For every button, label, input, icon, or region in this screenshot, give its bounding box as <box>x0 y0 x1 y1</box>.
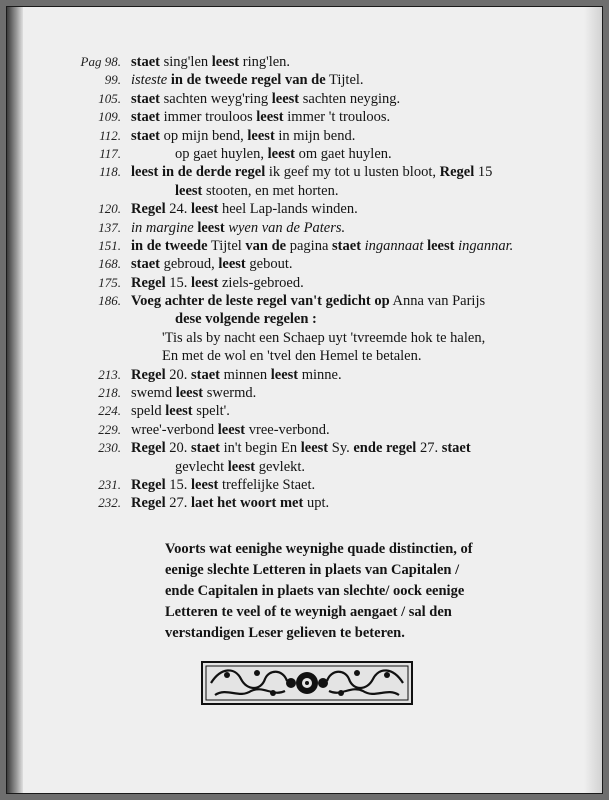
blackletter-phrase: leest <box>256 109 284 126</box>
page-reference: 112. <box>99 127 121 143</box>
roman-phrase: upt. <box>306 495 330 512</box>
page-reference: 231. <box>98 476 121 492</box>
italic-phrase: in margine <box>131 219 194 236</box>
page-reference: 117. <box>99 145 121 161</box>
correction-text <box>131 366 342 384</box>
roman-phrase: Tijtel <box>210 237 242 254</box>
italic-phrase: isteste <box>131 72 168 89</box>
blackletter-phrase: leest <box>247 127 275 144</box>
blackletter-phrase: Regel <box>131 440 166 457</box>
roman-phrase: sachten neyging. <box>302 90 401 107</box>
blackletter-phrase: Regel <box>131 495 166 512</box>
correction-text <box>162 347 422 365</box>
italic-phrase: wyen van de Paters. <box>228 219 346 236</box>
correction-text <box>131 53 290 71</box>
roman-phrase: op mijn bend, <box>163 127 244 144</box>
blackletter-phrase: Regel <box>131 366 166 383</box>
roman-phrase: treffelijke Staet. <box>222 476 316 493</box>
errata-entry <box>7 402 603 420</box>
blackletter-phrase: in de tweede regel van de <box>170 72 326 89</box>
page-reference: 175. <box>98 274 121 290</box>
blackletter-phrase: staet <box>131 90 160 107</box>
correction-text <box>131 402 230 420</box>
blackletter-phrase: leest <box>427 237 455 254</box>
correction-text <box>131 219 345 237</box>
roman-phrase: ik geef my tot u lusten bloot, <box>268 164 436 181</box>
correction-text <box>131 384 256 402</box>
correction-text <box>175 310 317 328</box>
page-reference: 118. <box>99 164 121 180</box>
page-reference: 213. <box>98 366 121 382</box>
blackletter-phrase: van de <box>245 237 287 254</box>
blackletter-phrase: Regel <box>131 274 166 291</box>
page-reference: 168. <box>98 256 121 272</box>
roman-phrase: gevlekt. <box>258 458 306 475</box>
correction-text <box>131 163 492 181</box>
correction-text <box>131 439 471 457</box>
note-line: ende Capitalen in plaets van slechte/ oock eenige <box>165 583 465 599</box>
roman-phrase: speld <box>131 403 162 420</box>
errata-entry <box>7 255 603 273</box>
roman-phrase: in't begin En <box>223 440 298 457</box>
page-reference: 186. <box>98 293 121 309</box>
page-reference: 137. <box>98 219 121 235</box>
blackletter-phrase: staet <box>441 440 471 457</box>
roman-phrase: sachten weyg'ring <box>163 90 269 107</box>
page-reference: 229. <box>98 421 121 437</box>
blackletter-phrase: leest <box>227 458 256 475</box>
blackletter-phrase: leest <box>165 403 193 420</box>
errata-entry <box>7 182 603 200</box>
roman-phrase: heel Lap-lands winden. <box>222 201 358 218</box>
blackletter-phrase: leest <box>197 219 225 236</box>
roman-phrase: sing'len <box>163 54 209 70</box>
book-page <box>6 6 603 794</box>
errata-entry <box>7 200 603 218</box>
blackletter-phrase: leest <box>211 54 240 70</box>
roman-phrase: 20. <box>169 440 188 457</box>
note-line: eenige slechte Letteren in plaets van Capitalen / <box>165 562 460 578</box>
roman-phrase: En met de wol en 'tvel den Hemel te betalen. <box>162 348 422 365</box>
italic-phrase: ingannar. <box>458 237 514 254</box>
roman-phrase: 27. <box>419 440 439 457</box>
roman-phrase: stooten, en met horten. <box>206 182 339 199</box>
errata-entry <box>7 145 603 163</box>
roman-phrase: immer trouloos <box>163 109 253 126</box>
correction-text <box>131 494 329 512</box>
errata-entry <box>7 310 603 328</box>
decorative-ornament-icon <box>201 661 413 705</box>
roman-phrase: ring'len. <box>242 54 291 70</box>
blackletter-phrase: staet <box>332 237 362 254</box>
errata-entry <box>7 329 603 347</box>
roman-phrase: Sy. <box>331 440 350 457</box>
roman-phrase: vree-verbond. <box>248 421 330 438</box>
errata-entry <box>7 219 603 237</box>
roman-phrase: gevlecht <box>175 458 225 475</box>
correction-text <box>131 476 315 494</box>
blackletter-phrase: leest <box>175 385 204 402</box>
blackletter-phrase: leest <box>175 182 203 199</box>
roman-phrase: op gaet huylen, <box>175 145 264 162</box>
roman-phrase: wree'-verbond <box>131 421 215 438</box>
errata-entry <box>7 421 603 439</box>
roman-phrase: 20. <box>169 366 188 383</box>
correction-text <box>131 200 358 218</box>
errata-entry <box>7 237 603 255</box>
errata-entry <box>7 274 603 292</box>
blackletter-phrase: leest <box>300 440 329 457</box>
errata-entry <box>7 366 603 384</box>
blackletter-phrase: staet <box>131 109 160 126</box>
blackletter-phrase: in de tweede <box>131 237 208 254</box>
roman-phrase: swemd <box>131 385 173 402</box>
correction-text <box>175 145 392 163</box>
correction-text <box>131 71 364 89</box>
errata-list <box>7 53 603 513</box>
blackletter-phrase: ende regel <box>353 440 417 457</box>
blackletter-phrase: laet het woort met <box>191 495 304 512</box>
roman-phrase: 15. <box>169 274 188 291</box>
blackletter-phrase: leest <box>270 366 299 383</box>
errata-entry <box>7 439 603 457</box>
roman-phrase: minnen <box>223 366 268 383</box>
blackletter-phrase: staet <box>131 256 160 273</box>
correction-text <box>162 329 485 347</box>
blackletter-phrase: dese volgende regelen : <box>175 311 317 328</box>
roman-phrase: 15. <box>169 476 188 493</box>
blackletter-phrase: staet <box>191 366 220 383</box>
blackletter-phrase: staet <box>191 440 220 457</box>
errata-entry <box>7 71 603 89</box>
errata-entry <box>7 347 603 365</box>
roman-phrase: 15 <box>477 164 493 181</box>
correction-text <box>175 182 338 200</box>
note-line: Voorts wat eenighe weynighe quade distinctien, of <box>165 541 473 557</box>
roman-phrase: Tijtel. <box>329 72 364 89</box>
roman-phrase: gebout. <box>249 256 293 273</box>
errata-entry <box>7 476 603 494</box>
page-reference: 232. <box>98 495 121 511</box>
errata-entry <box>7 494 603 512</box>
roman-phrase: spelt'. <box>196 403 230 420</box>
errata-entry <box>7 384 603 402</box>
page-reference: 120. <box>98 201 121 217</box>
roman-phrase: pagina <box>289 237 329 254</box>
roman-phrase: 27. <box>169 495 188 512</box>
blackletter-phrase: leest <box>191 201 219 218</box>
italic-phrase: ingannaat <box>364 237 424 254</box>
blackletter-phrase: Regel <box>131 476 166 493</box>
blackletter-phrase: leest <box>191 274 219 291</box>
note-line: verstandigen Leser gelieven te beteren. <box>165 625 405 641</box>
roman-phrase: om gaet huylen. <box>298 145 392 162</box>
roman-phrase: immer 't trouloos. <box>287 109 391 126</box>
roman-phrase: Anna van Parijs <box>392 293 486 310</box>
roman-phrase: gebroud, <box>163 256 215 273</box>
blackletter-phrase: Voeg achter de leste regel van't gedicht op <box>131 293 390 310</box>
errata-entry <box>7 90 603 108</box>
roman-phrase: minne. <box>301 366 342 383</box>
roman-phrase: ziels-gebroed. <box>222 274 304 291</box>
page-reference: 109. <box>98 109 121 125</box>
page-reference: Pag 98. <box>80 54 121 69</box>
correction-text <box>131 274 304 292</box>
blackletter-phrase: leest in de derde regel <box>131 164 266 181</box>
blackletter-phrase: leest <box>217 421 246 438</box>
blackletter-phrase: Regel <box>131 201 166 218</box>
errata-entry <box>7 53 603 71</box>
blackletter-phrase: leest <box>191 476 219 493</box>
correction-text <box>131 90 400 108</box>
correction-text <box>131 255 292 273</box>
roman-phrase: in mijn bend. <box>278 127 356 144</box>
correction-text <box>175 458 305 476</box>
page-reference: 151. <box>98 237 121 253</box>
correction-text <box>131 292 485 310</box>
page-reference: 99. <box>104 72 121 88</box>
roman-phrase: 'Tis als by nacht een Schaep uyt 'tvreemde hok te halen, <box>162 329 486 346</box>
page-reference: 224. <box>98 403 121 419</box>
correction-text <box>131 237 513 255</box>
correction-text <box>131 108 390 126</box>
blackletter-phrase: staet <box>131 54 160 70</box>
errata-entry <box>7 163 603 181</box>
errata-entry <box>7 127 603 145</box>
blackletter-phrase: leest <box>271 90 300 107</box>
blackletter-phrase: leest <box>218 256 246 273</box>
blackletter-phrase: Regel <box>439 164 475 181</box>
blackletter-phrase: staet <box>131 127 160 144</box>
errata-entry <box>7 108 603 126</box>
correction-text <box>131 127 355 145</box>
roman-phrase: swermd. <box>206 385 257 402</box>
errata-entry <box>7 458 603 476</box>
blackletter-phrase: leest <box>267 145 295 162</box>
correction-text <box>131 421 330 439</box>
page-reference: 218. <box>98 385 121 401</box>
note-line: Letteren te veel of te weynigh aengaet / sal den <box>165 604 452 620</box>
errata-entry <box>7 292 603 310</box>
page-reference: 230. <box>98 440 121 456</box>
errata-closing-note <box>165 539 565 644</box>
page-reference: 105. <box>98 90 121 106</box>
roman-phrase: 24. <box>169 201 188 218</box>
